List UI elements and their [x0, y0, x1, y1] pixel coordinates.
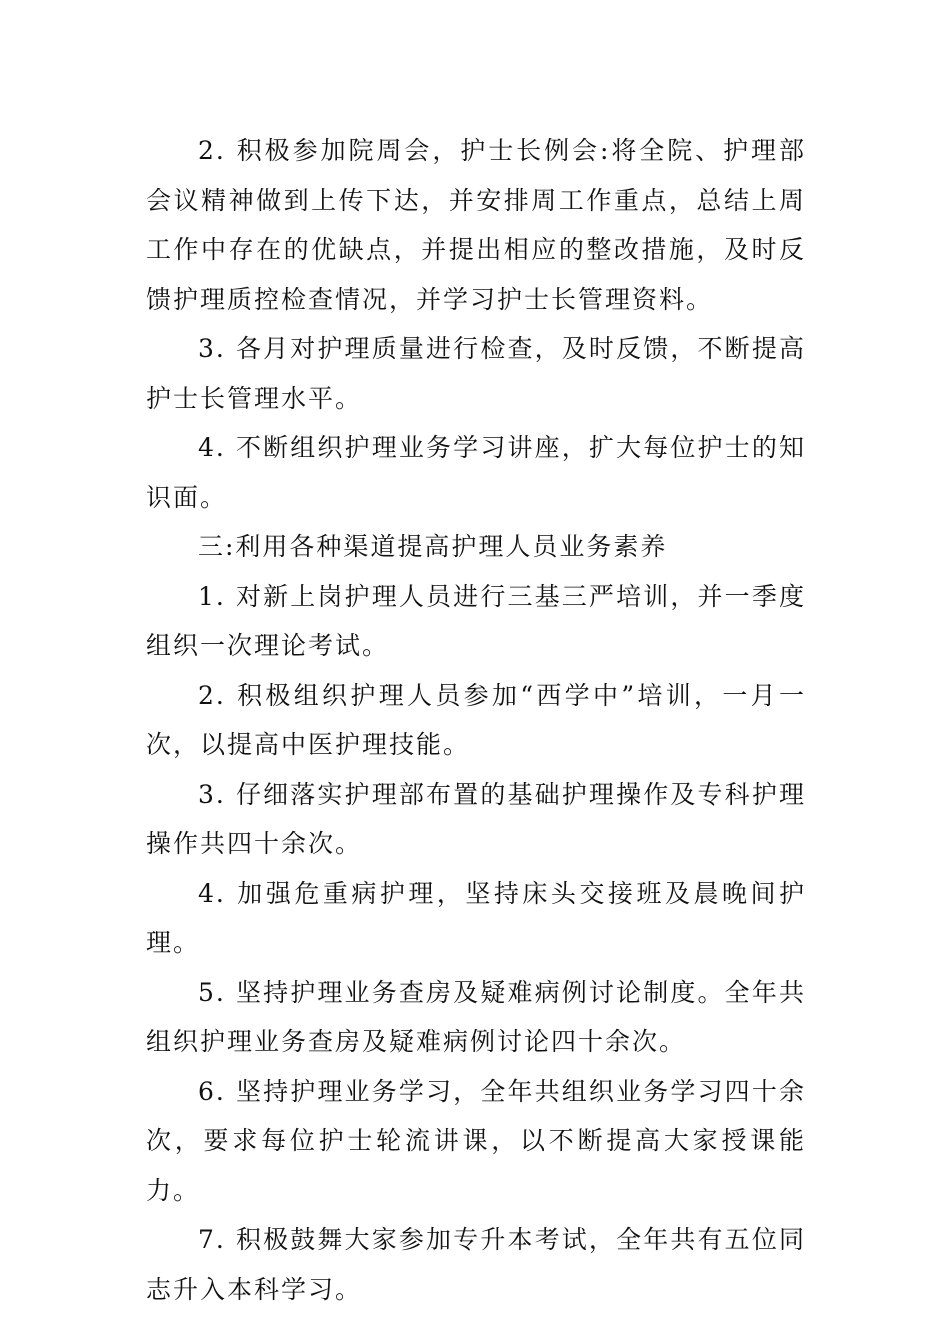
section-heading-three: 三:利用各种渠道提高护理人员业务素养: [198, 532, 668, 561]
paragraph-item-4-critical-care: 4. 加强危重病护理，坚持床头交接班及晨晚间护理。: [146, 878, 806, 957]
paragraph-item-3-operations: 3. 仔细落实护理部布置的基础护理操作及专科护理操作共四十余次。: [146, 779, 806, 858]
paragraph-item-4-lectures: 4. 不断组织护理业务学习讲座，扩大每位护士的知识面。: [146, 433, 806, 512]
paragraph-item-3-quality-check: 3. 各月对护理质量进行检查，及时反馈，不断提高护士长管理水平。: [146, 334, 806, 413]
paragraph-item-5-ward-rounds: 5. 坚持护理业务查房及疑难病例讨论制度。全年共组织护理业务查房及疑难病例讨论四十余次。: [146, 977, 806, 1056]
paragraph-item-6-study: 6. 坚持护理业务学习，全年共组织业务学习四十余次，要求每位护士轮流讲课，以不断提高大家授课能力。: [146, 1076, 806, 1205]
paragraph-item-1-training: 1. 对新上岗护理人员进行三基三严培训，并一季度组织一次理论考试。: [146, 581, 806, 660]
paragraph-item-2-tcm-training: 2. 积极组织护理人员参加“西学中”培训，一月一次，以提高中医护理技能。: [146, 680, 806, 759]
paragraph-item-7-exams: 7. 积极鼓舞大家参加专升本考试，全年共有五位同志升入本科学习。: [146, 1225, 806, 1304]
document-body: [146, 126, 806, 1314]
paragraph-item-2-meetings: 2. 积极参加院周会，护士长例会:将全院、护理部会议精神做到上传下达，并安排周工作重点，总结上周工作中存在的优缺点，并提出相应的整改措施，及时反馈护理质控检查情况，并学习护士长管理资料。: [146, 136, 806, 314]
